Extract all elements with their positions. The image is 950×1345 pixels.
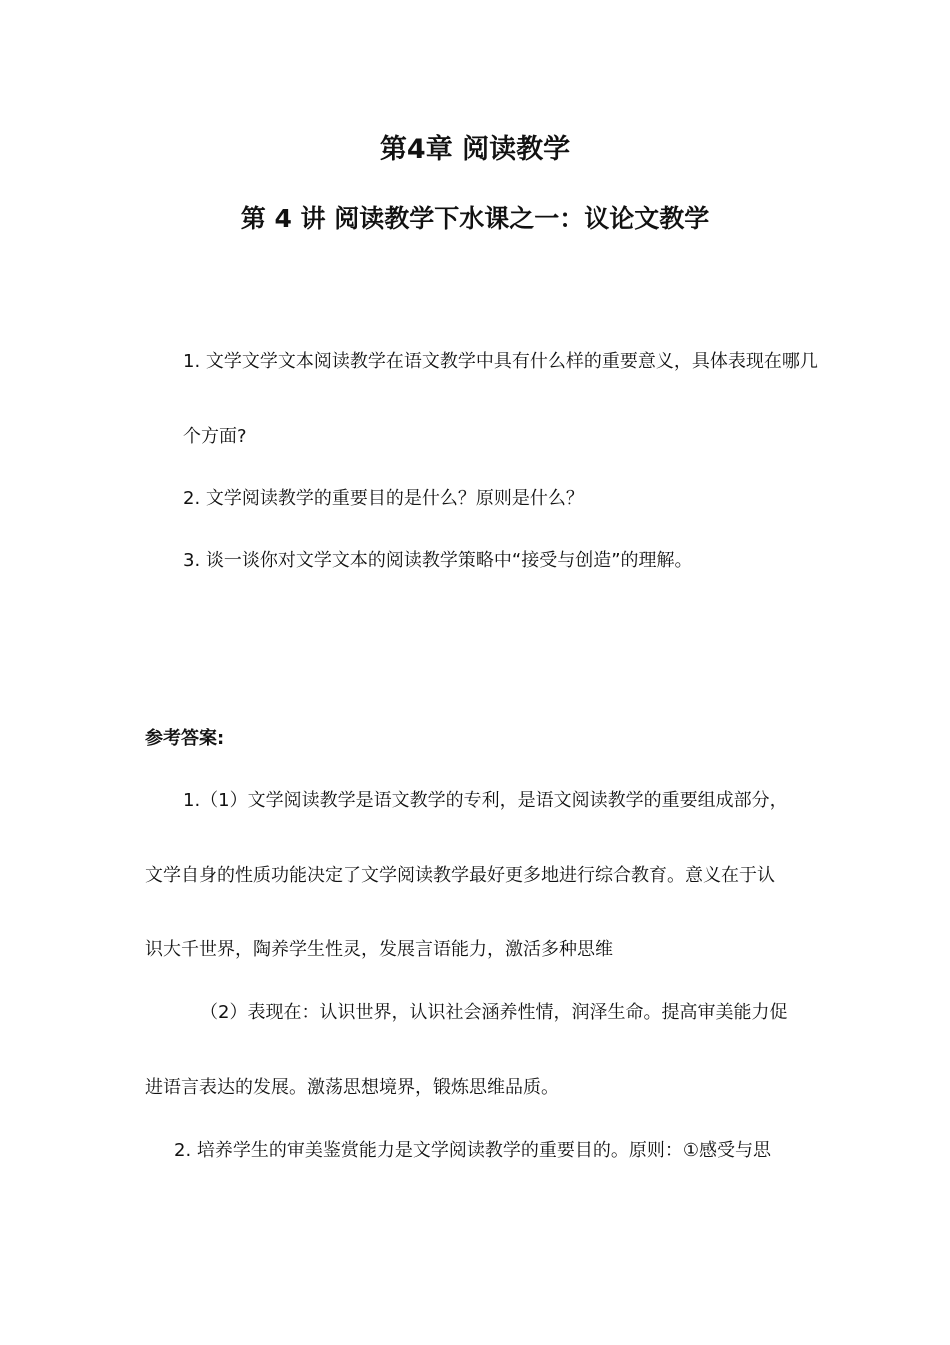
answer-heading: 参考答案: [145, 728, 225, 749]
answer-1-line-2: 文学自身的性质功能决定了文学阅读教学最好更多地进行综合教育。意义在于认 [145, 865, 775, 886]
answer-1-part-2-line-2: 进语言表达的发展。激荡思想境界，锻炼思维品质。 [145, 1077, 559, 1098]
answer-1-line-3: 识大千世界，陶养学生性灵，发展言语能力，激活多种思维 [145, 939, 613, 960]
question-3: 3. 谈一谈你对文学文本的阅读教学策略中“接受与创造”的理解。 [183, 550, 693, 571]
question-1-line-1: 1. 文学文学文本阅读教学在语文教学中具有什么样的重要意义，具体表现在哪几 [183, 351, 818, 372]
answer-1-line-1: 1.（1）文学阅读教学是语文教学的专利，是语文阅读教学的重要组成部分， [183, 790, 788, 811]
lecture-title: 第 4 讲 阅读教学下水课之一：议论文教学 [240, 204, 710, 233]
chapter-title: 第4章 阅读教学 [379, 134, 571, 165]
answer-2-line-1: 2. 培养学生的审美鉴赏能力是文学阅读教学的重要目的。原则：①感受与思 [174, 1140, 772, 1161]
answer-1-part-2-line-1: （2）表现在：认识世界，认识社会涵养性情，润泽生命。提高审美能力促 [200, 1002, 788, 1023]
question-1-line-2: 个方面? [183, 426, 247, 447]
question-2: 2. 文学阅读教学的重要目的是什么？原则是什么？ [183, 488, 584, 509]
